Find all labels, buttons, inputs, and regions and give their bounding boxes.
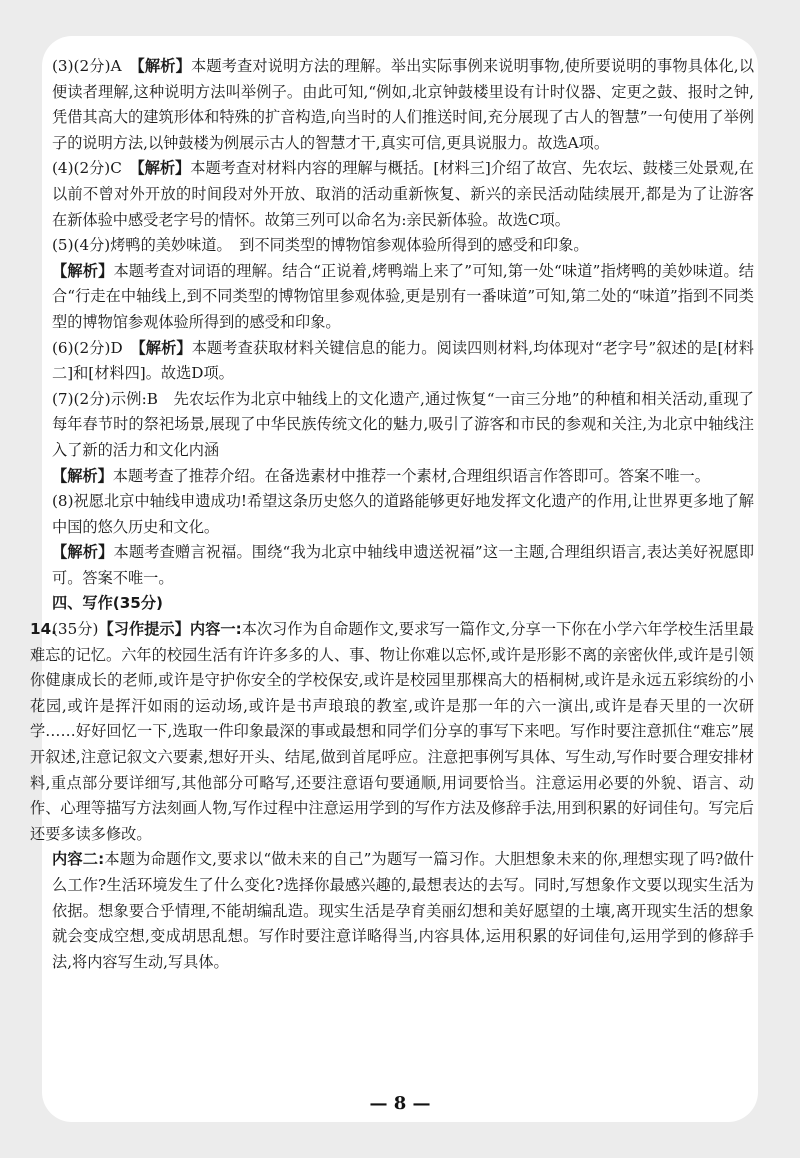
writing-tip-tag: 【习作提示】内容一: xyxy=(98,620,242,639)
answer-q4-prefix: (4)(2分)C xyxy=(52,159,138,178)
analysis-q8 xyxy=(52,540,754,591)
answer-q6 xyxy=(52,336,754,387)
answer-q7-text: (7)(2分)示例:B 先农坛作为北京中轴线上的文化遗产,通过恢复“一亩三分地”的种植和相关活动,重现了每年春节时的祭祀场景,展现了中华民族传统文化的魅力,吸引了游客和市民的参观和关注,为北京中轴线注入了新的活力和文化内涵 xyxy=(52,389,754,459)
answer-q3-text: 本题考查对说明方法的理解。举出实际事例来说明事物,使所要说明的事物具体化,以便读者理解,这种说明方法叫举例子。由此可知,“例如,北京钟鼓楼里设有计时仪器、定更之鼓、报时之钟,凭借其高大的建筑形体和特殊的扩音构造,向当时的人们推送时间,充分展现了古人的智慧”一句使用了举例子的说明方法,以钟鼓楼为例展示古人的智慧才干,真实可信,更具说服力。故选A项。 xyxy=(52,57,755,152)
analysis-tag: 【解析】 xyxy=(52,261,114,280)
page-number: — 8 — xyxy=(369,1093,431,1114)
q14-content1-text: 本次习作为自命题作文,要求写一篇作文,分享一下你在小学六年学校生活里最难忘的记忆。六年的校园生活有许许多多的人、事、物让你难以忘怀,或许是形影不离的亲密伙伴,或许是引领你健康成长的老师,或许是守护你安全的学校保安,或许是校园里那棵高大的梧桐树,或许是永远五彩缤纷的小花园,或许是挥汗如雨的运动场,或许是书声琅琅的教室,或许是那一年的六一演出,或许是春天里的一次研学……好好回忆一下,选取一件印象最深的事或最想和同学们分享的事写下来吧。写作时要注意抓住“难忘”展开叙述,注意记叙文六要素,想好开头、结尾,做到首尾呼应。注意把事例写具体、写生动,写作时要合理安排材料,重点部分要详细写,其他部分可略写,还要注意语句要通顺,用词要恰当。注意运用必要的外貌、语言、动作、心理等描写方法刻画人物,写作过程中注意运用学到的写作方法及修辞手法,用到积累的好词佳句。写完后还要多读多修改。 xyxy=(30,620,755,843)
analysis-q7-text: 本题考查了推荐介绍。在备选素材中推荐一个素材,合理组织语言作答即可。答案不唯一。 xyxy=(112,466,710,485)
analysis-tag: 【解析】 xyxy=(138,338,192,357)
answer-q14-content2 xyxy=(52,847,754,975)
question-number: 14. xyxy=(30,620,57,639)
analysis-q5 xyxy=(52,259,754,336)
answer-q6-prefix: (6)(2分)D xyxy=(52,338,139,357)
answer-q8-text: (8)祝愿北京中轴线申遗成功!希望这条历史悠久的道路能够更好地发挥文化遗产的作用,让世界更多地了解中国的悠久历史和文化。 xyxy=(52,492,754,536)
answer-q6-text: 本题考查获取材料关键信息的能力。阅读四则材料,均体现对“老字号”叙述的是[材料二]和[材料四]。故选D项。 xyxy=(52,338,754,383)
content2-tag: 内容二: xyxy=(52,850,105,869)
analysis-tag: 【解析】 xyxy=(52,466,113,485)
answer-q3-prefix: (3)(2分)A xyxy=(52,57,138,75)
answer-q8 xyxy=(52,489,754,540)
answer-q5-text: (5)(4分)烤鸭的美妙味道。 到不同类型的博物馆参观体验所得到的感受和印象。 xyxy=(52,236,589,255)
analysis-tag: 【解析】 xyxy=(52,543,114,562)
answer-q4-text: 本题考查对材料内容的理解与概括。[材料三]介绍了故宫、先农坛、鼓楼三处景观,在以前不曾对外开放的时间段对外开放、取消的活动重新恢复、新兴的亲民活动陆续展开,都是为了让游客在新体验中感受老字号的情怀。故第三列可以命名为:亲民新体验。故选C项。 xyxy=(52,159,754,229)
q14-content2-text: 本题为命题作文,要求以“做未来的自己”为题写一篇习作。大胆想象未来的你,理想实现了吗?做什么工作?生活环境发生了什么变化?选择你最感兴趣的,最想表达的去写。同时,写想象作文要以现实生活为依据。想象要合乎情理,不能胡编乱造。现实生活是孕育美丽幻想和美好愿望的土壤,离开现实生活的想象就会变成空想,变成胡思乱想。写作时要注意详略得当,内容具体,运用积累的好词佳句,运用学到的修辞手法,将内容写生动,写具体。 xyxy=(52,850,754,971)
answer-q7 xyxy=(52,387,754,464)
q14-score: (35分) xyxy=(52,620,99,639)
analysis-tag: 【解析】 xyxy=(137,57,191,75)
answer-q4 xyxy=(52,156,754,233)
section-title-writing: 四、写作(35分) xyxy=(52,594,163,613)
answer-q14-content1 xyxy=(30,617,754,847)
analysis-tag: 【解析】 xyxy=(137,159,191,178)
analysis-q8-text: 本题考查赠言祝福。围绕“我为北京中轴线申遗送祝福”这一主题,合理组织语言,表达美好祝愿即可。答案不唯一。 xyxy=(52,543,755,587)
answer-content xyxy=(30,54,755,975)
answer-q5 xyxy=(52,233,754,259)
analysis-q5-text: 本题考查对词语的理解。结合“正说着,烤鸭端上来了”可知,第一处“味道”指烤鸭的美妙味道。结合“行走在中轴线上,到不同类型的博物馆里参观体验,更是别有一番味道”可知,第二处的“味道”指到不同类型的博物馆参观体验所得到的感受和印象。 xyxy=(52,261,754,331)
analysis-q7 xyxy=(52,464,754,490)
answer-q3 xyxy=(52,54,754,156)
